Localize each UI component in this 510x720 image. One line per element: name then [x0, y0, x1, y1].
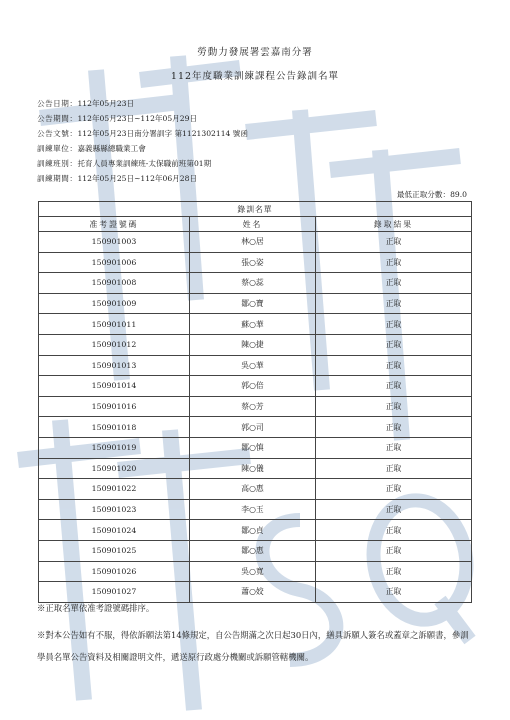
exam-number-cell: 150901006 — [39, 252, 190, 273]
table-row — [39, 437, 472, 458]
name-cell: 蔡○芳 — [190, 396, 316, 417]
result-cell: 正取 — [316, 252, 472, 273]
result-cell: 正取 — [316, 499, 472, 520]
exam-number-cell: 150901008 — [39, 273, 190, 294]
meta-training-unit: 訓練單位：嘉義縣縣總職業工會 — [37, 144, 146, 153]
result-cell: 正取 — [316, 396, 472, 417]
table-row — [39, 376, 472, 397]
name-cell: 李○玉 — [190, 499, 316, 520]
table-row — [39, 561, 472, 582]
result-cell: 正取 — [316, 540, 472, 561]
meta-announce-date: 公告日期：112年05月23日 — [37, 99, 135, 108]
name-cell: 張○姿 — [190, 252, 316, 273]
exam-number-cell: 150901027 — [39, 582, 190, 603]
result-cell: 正取 — [316, 232, 472, 253]
result-cell: 正取 — [316, 458, 472, 479]
table-row — [39, 520, 472, 541]
table-row — [39, 355, 472, 376]
exam-number-cell: 150901012 — [39, 334, 190, 355]
table-row — [39, 540, 472, 561]
exam-number-cell: 150901020 — [39, 458, 190, 479]
exam-number-cell: 150901022 — [39, 479, 190, 500]
name-cell: 吳○華 — [190, 355, 316, 376]
name-cell: 鄒○寶 — [190, 293, 316, 314]
result-cell: 正取 — [316, 479, 472, 500]
name-cell: 蕭○姣 — [190, 582, 316, 603]
result-cell: 正取 — [316, 520, 472, 541]
meta-training-class: 訓練班別：托育人員專業訓練班-太保職前班第01期 — [37, 159, 212, 168]
name-cell: 鄒○惠 — [190, 540, 316, 561]
name-cell: 陳○儀 — [190, 458, 316, 479]
table-row — [39, 273, 472, 294]
exam-number-cell: 150901025 — [39, 540, 190, 561]
name-cell: 林○居 — [190, 232, 316, 253]
name-cell: 郭○司 — [190, 417, 316, 438]
name-cell: 高○惠 — [190, 479, 316, 500]
exam-number-cell: 150901024 — [39, 520, 190, 541]
result-cell: 正取 — [316, 355, 472, 376]
result-cell: 正取 — [316, 561, 472, 582]
table-row — [39, 458, 472, 479]
result-cell: 正取 — [316, 582, 472, 603]
exam-number-cell: 150901013 — [39, 355, 190, 376]
name-cell: 郭○倍 — [190, 376, 316, 397]
exam-number-cell: 150901009 — [39, 293, 190, 314]
meta-training-period: 訓練期間：112年05月25日~112年06月28日 — [37, 174, 198, 183]
name-cell: 鄒○貞 — [190, 520, 316, 541]
table-row — [39, 334, 472, 355]
meta-announce-period: 公告期間：112年05月23日~112年05月29日 — [37, 114, 198, 123]
table-caption: 錄訓名單 — [39, 202, 472, 217]
exam-number-cell: 150901016 — [39, 396, 190, 417]
table-row — [39, 232, 472, 253]
minimum-score: 最低正取分數：89.0 — [396, 190, 467, 199]
exam-number-cell: 150901018 — [39, 417, 190, 438]
name-cell: 蘇○華 — [190, 314, 316, 335]
column-header-name: 姓名 — [190, 217, 316, 232]
organization-name: 勞動力發展署雲嘉南分署 — [197, 47, 313, 58]
name-cell: 鄒○慎 — [190, 437, 316, 458]
table-row — [39, 479, 472, 500]
exam-number-cell: 150901003 — [39, 232, 190, 253]
result-cell: 正取 — [316, 437, 472, 458]
admission-roster-table — [38, 201, 472, 603]
result-cell: 正取 — [316, 417, 472, 438]
table-row — [39, 293, 472, 314]
result-cell: 正取 — [316, 314, 472, 335]
table-row — [39, 314, 472, 335]
table-row — [39, 582, 472, 603]
document-title: 112年度職業訓練課程公告錄訓名單 — [170, 71, 340, 82]
meta-document-number: 公告文號：112年05月23日南分署訓字 第1121302114 號函 — [37, 129, 248, 138]
roster-body — [39, 232, 472, 603]
table-row — [39, 396, 472, 417]
exam-number-cell: 150901026 — [39, 561, 190, 582]
result-cell: 正取 — [316, 293, 472, 314]
name-cell: 吳○寬 — [190, 561, 316, 582]
name-cell: 陳○捷 — [190, 334, 316, 355]
exam-number-cell: 150901023 — [39, 499, 190, 520]
column-header-result: 錄取結果 — [316, 217, 472, 232]
sort-order-note: ※正取名單依准考證號碼排序。 — [37, 603, 155, 613]
column-header-exam-number: 准考證號碼 — [39, 217, 190, 232]
appeal-note: ※對本公告如有不服，得依訴願法第14條規定，自公告期滿之次日起30日內，繕具訴願人簽名或蓋章之訴願書，參訓學員名單公告資料及相關證明文件，遞送原行政處分機關或訴願管轄機關。 — [37, 630, 469, 662]
result-cell: 正取 — [316, 376, 472, 397]
exam-number-cell: 150901019 — [39, 437, 190, 458]
result-cell: 正取 — [316, 334, 472, 355]
exam-number-cell: 150901014 — [39, 376, 190, 397]
table-row — [39, 417, 472, 438]
name-cell: 蔡○蕊 — [190, 273, 316, 294]
table-row — [39, 499, 472, 520]
table-row — [39, 252, 472, 273]
exam-number-cell: 150901011 — [39, 314, 190, 335]
result-cell: 正取 — [316, 273, 472, 294]
